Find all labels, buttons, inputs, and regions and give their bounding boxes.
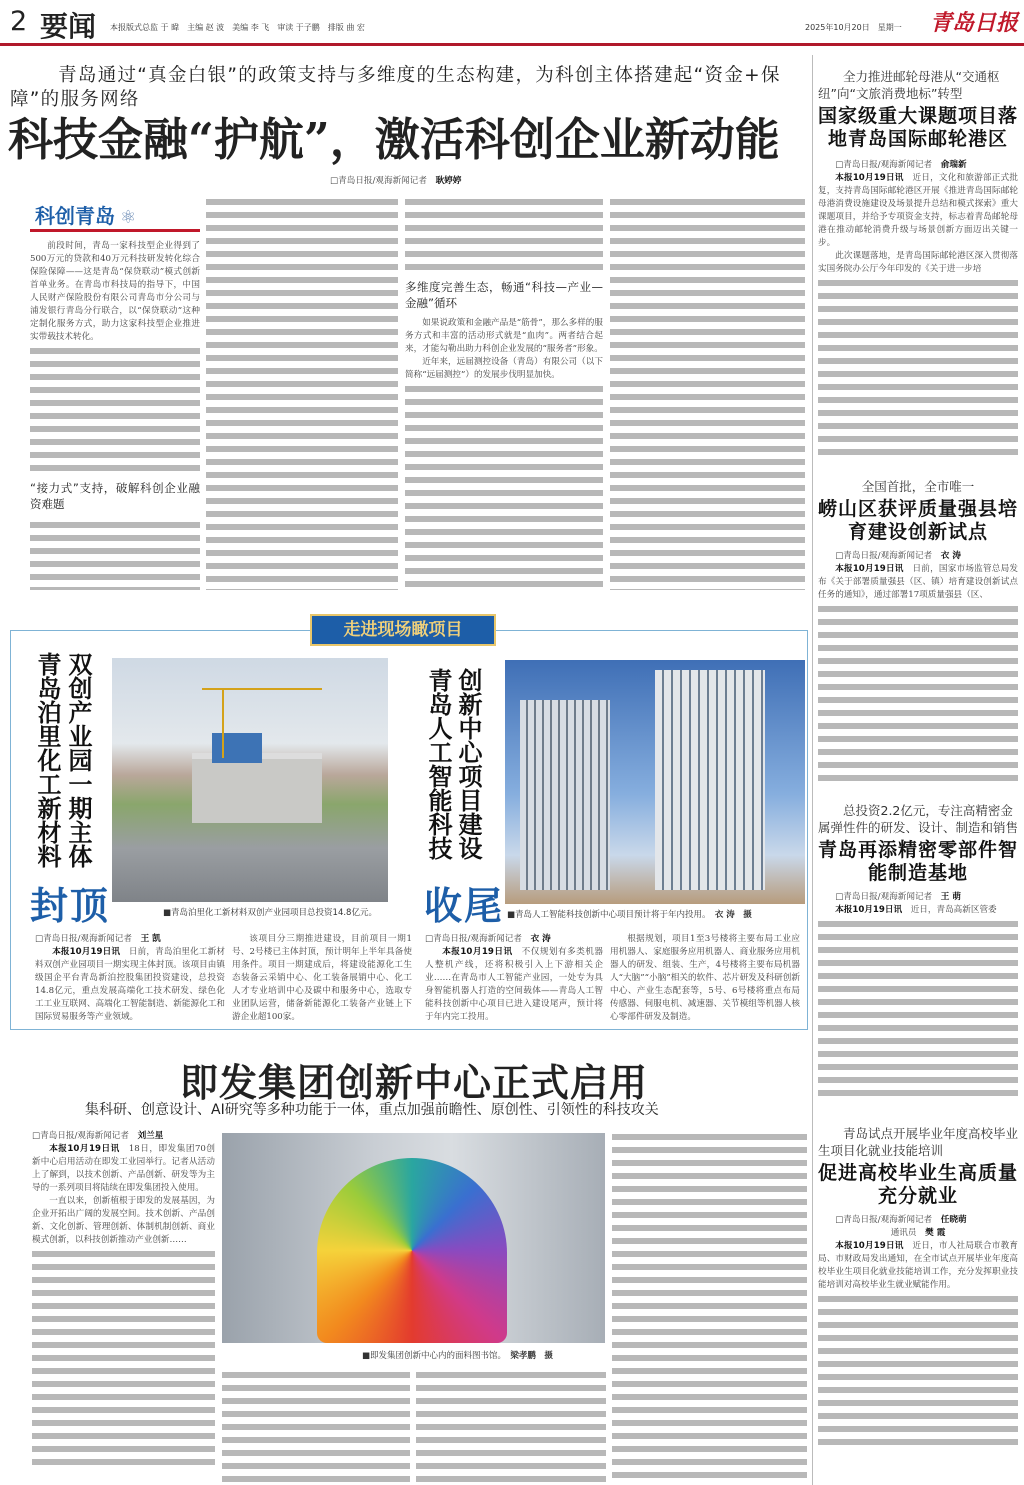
article-kicker: 青岛试点开展毕业年度高校毕业生项目化就业技能培训 [818, 1126, 1019, 1158]
paragraph-text: 日前，国家市场监管总局发布《关于部署质量强县（区、镇）培育建设创新试点任务的通知》，通过部署17项质量强县（区、 [818, 564, 1018, 600]
bottom-col-1 [32, 1130, 215, 1485]
bottom-photo-caption [362, 1349, 553, 1361]
left-photo-caption: ■青岛泊里化工新材料双创产业园项目总投资14.8亿元。 [163, 908, 377, 918]
photo-credit: 衣 涛 摄 [714, 910, 752, 920]
lead-col-3 [405, 195, 603, 590]
article-headline: 青岛再添精密零部件智能制造基地 [818, 839, 1019, 884]
crane [222, 688, 224, 758]
fabric-library-photo [222, 1133, 605, 1343]
paragraph: 如果说政策和金融产品是“筋骨”，那么多样的服务方式和丰富的活动形式就是“血肉”。两者结合起来，才能勾勒出助力科创企业发展的“服务者”形象。 [405, 318, 603, 354]
atom-icon: ⚛ [120, 207, 137, 228]
left-body-1 [35, 933, 225, 1024]
paragraph-text: 18日，即发集团70创新中心启用活动在即发工业园举行。记者从活动上了解到，以技术创新、产品创新、研发等为主导的一系列项目将陆续在即发集团投入使用。 [32, 1144, 215, 1193]
page-header [0, 0, 1024, 46]
right-body-1 [425, 933, 603, 1024]
paragraph [425, 946, 603, 1024]
feature-banner-text: 走进现场瞰项目 [343, 620, 463, 640]
sidebar-article-3 [818, 802, 1018, 1097]
paragraph-text: 不仅规划有多类机器人整机产线，还将积极引入上下游相关企业……在青岛市人工智能产业园，一处专为具身智能机器人打造的空间载体——青岛人工智能科技创新中心项目已进入建设尾声，预计将于年内完工投用。 [425, 947, 603, 1022]
byline-source: □青岛日报/观海新闻记者 [32, 1131, 129, 1141]
staff-credits: 本报版式总监 于 暐 主编 赵 波 美编 李 飞 审读 于子鹏 排版 曲 宏 [110, 23, 365, 32]
ai-center-photo [505, 660, 805, 904]
paragraph-text: 日前，青岛泊里化工新材料双创产业园项目一期实现主体封顶。该项目由镇级国企平台青岛新泊控股集团投资建设，总投资14.8亿元，重点发展高端化工技术研发、绿色化工工业互联网、高端化工智能制造、新能源化工和国际贸易服务等产业领域。 [35, 947, 225, 1022]
lead-col-1 [30, 240, 200, 590]
sidebar-divider [812, 55, 813, 1485]
dateline: 本报10月19日讯 [835, 905, 903, 915]
bottom-col-3 [416, 1368, 606, 1483]
dateline: 本报10月19日讯 [52, 947, 121, 957]
right-photo-caption [507, 908, 752, 920]
byline-source: 通讯员 [890, 1228, 917, 1238]
dateline: 本报10月19日讯 [835, 173, 904, 183]
paragraph [818, 904, 1018, 917]
construction-photo [112, 658, 388, 902]
bottom-subheadline: 集科研、创意设计、AI研究等多种功能于一体，重点加强前瞻性、原创性、引领性的科技攻关 [85, 1102, 659, 1118]
bottom-headline: 即发集团创新中心正式启用 [180, 1060, 649, 1105]
page-number: 2 [10, 6, 28, 37]
byline-source: □青岛日报/观海新闻记者 [425, 934, 522, 944]
byline-author: 衣 涛 [530, 934, 551, 944]
right-title-big: 收尾 [424, 883, 505, 928]
paragraph [818, 172, 1018, 250]
masthead-logo: 青岛日报 [930, 10, 1019, 36]
paragraph: 该项目分三期推进建设，目前项目一期1号、2号楼已主体封顶，预计明年上半年具备使用条件。项目一期建成后，将建设能源化工生态装备云采销中心、化工装备展销中心、化工人才专业培训中心及碳中和服务中心，选取专业团队运营，储备新能源化工装备产业链上下游企业超100家。 [232, 934, 412, 1022]
article-kicker: 总投资2.2亿元，专注高精密金属弹性件的研发、设计、制造和销售 [818, 803, 1019, 835]
byline-author: 任晓萌 [940, 1215, 967, 1225]
dateline: 本报10月19日讯 [49, 1144, 120, 1154]
article-kicker: 全国首批，全市唯一 [861, 479, 975, 494]
paragraph-text: 近日，市人社局联合市教育局、市财政局发出通知，在全市试点开展毕业年度高校毕业生项目化就业技能培训工作，充分发挥职业技能培训对高校毕业生就业赋能作用。 [818, 1241, 1018, 1290]
section-name: 要闻 [40, 10, 97, 43]
crane-arm [202, 688, 322, 690]
byline-source: □青岛日报/观海新闻记者 [835, 551, 933, 561]
column-logo-text: 科创青岛 [35, 204, 115, 228]
paragraph-text: 近日，文化和旅游部正式批复，支持青岛国际邮轮港区开展《推进青岛国际邮轮母港消费设施建设及场景提升总结和模式探索》重大课题项目，并给予专项资金支持，标志着青岛邮轮母港在推动邮轮消费升级与场景创新方面迈出关键一步。 [818, 173, 1018, 248]
byline-author: 王 萌 [940, 892, 961, 902]
lead-byline [330, 174, 461, 186]
lead-col-2 [206, 195, 398, 590]
lead-subhead-2: 多维度完善生态，畅通“科技—产业—金融”循环 [405, 280, 603, 310]
paragraph: 一直以来，创新植根于即发的发展基因，为企业开拓出广阔的发展空间。技术创新、产品创新、文化创新、管理创新、体制机制创新、商业模式创新，以科技创新推动产业创新…… [32, 1196, 215, 1245]
issue-date: 2025年10月20日 星期一 [805, 23, 902, 32]
lead-headline: 科技金融“护航”，激活科创企业新动能 [8, 113, 780, 166]
byline-source: □青岛日报/观海新闻记者 [35, 934, 132, 944]
article-headline: 促进高校毕业生高质量充分就业 [818, 1162, 1019, 1207]
tower-left [520, 700, 610, 890]
article-headline: 崂山区获评质量强县培育建设创新试点 [818, 498, 1019, 543]
left-body-2 [232, 933, 412, 1024]
sidebar-article-2 [818, 478, 1018, 782]
sidebar-article-4 [818, 1125, 1018, 1452]
sidebar-article-1 [818, 68, 1018, 456]
byline-author: 王 凯 [140, 934, 161, 944]
bottom-col-4 [612, 1130, 807, 1483]
right-title-line1: 创新中心项目建设 [454, 668, 483, 860]
right-body-2 [610, 933, 800, 1024]
paragraph: 此次课题落地，是青岛国际邮轮港区深入贯彻落实国务院办公厅今年印发的《关于进一步培 [818, 251, 1018, 274]
byline-author: 俞瑞新 [940, 160, 967, 170]
dateline: 本报10月19日讯 [835, 564, 904, 574]
article-headline: 国家级重大课题项目落地青岛国际邮轮港区 [818, 105, 1019, 150]
caption-text: ■青岛人工智能科技创新中心项目预计将于年内投用。 [507, 910, 707, 920]
paragraph [32, 1143, 215, 1195]
article-kicker: 全力推进邮轮母港从“交通枢纽”向“文旅消费地标”转型 [818, 69, 1000, 101]
byline-source: □青岛日报/观海新闻记者 [835, 892, 933, 902]
building-blue-block [212, 733, 262, 763]
byline-source: □青岛日报/观海新闻记者 [835, 160, 933, 170]
lead-col-4 [610, 195, 805, 590]
dateline: 本报10月19日讯 [442, 947, 513, 957]
paragraph: 根据规划，项目1至3号楼将主要布局工业应用机器人、家庭服务应用机器人、商业服务应用机器人的研发、组装、生产，4号楼将主要布局机器人“大脑”“小脑”相关的软件、芯片研发及科研创新中心、产业生态配套等，5号、6号楼将重点布局传感器、伺服电机、减速器、关节模组等机器人核心零部件研发及制造。 [610, 934, 800, 1022]
lead-subhead-1: “接力式”支持，破解科创企业融资难题 [30, 481, 200, 511]
lead-kicker: 青岛通过“真金白银”的政策支持与多维度的生态构建，为科创主体搭建起“资金+保障”的服务网络 [10, 65, 781, 110]
dateline: 本报10月19日讯 [835, 1241, 904, 1251]
bottom-col-2 [222, 1368, 410, 1483]
paragraph [818, 1240, 1018, 1292]
byline-author: 刘兰星 [137, 1131, 164, 1141]
byline-author: 樊 霞 [925, 1228, 946, 1238]
byline-source: □青岛日报/观海新闻记者 [835, 1215, 933, 1225]
right-title-line2: 青岛人工智能科技 [424, 668, 453, 860]
photo-credit: 梁孝鹏 摄 [510, 1351, 553, 1361]
paragraph: 前段时间，青岛一家科技型企业得到了500万元的贷款和40万元科技研发转化综合保险保障——这是青岛“保贷联动”模式创新首单业务。在青岛市科技局的指导下，中国人民财产保险股份有限公司青岛市分公司与浦发银行青岛分行联合，以“保贷联动”这种定制化服务方式，助力这家科技型企业推进实带载技术转化。 [30, 241, 200, 342]
tower-right [655, 670, 765, 890]
paragraph [818, 563, 1018, 602]
left-title-line2: 青岛泊里化工新材料 [33, 652, 62, 868]
column-logo [30, 200, 200, 232]
byline-author: 耿婷婷 [435, 176, 462, 186]
paragraph-text: 近日，青岛高新区管委 [910, 905, 997, 915]
byline-source: □青岛日报/观海新闻记者 [330, 176, 427, 186]
paragraph: 近年来，远届测控设备（青岛）有限公司（以下简称“远届测控”）的发展步伐明显加快。 [405, 357, 603, 380]
left-title-big: 封顶 [30, 883, 111, 928]
left-title-line1: 双创产业园一期主体 [64, 652, 93, 868]
caption-text: ■即发集团创新中心内的面料图书馆。 [362, 1351, 502, 1361]
byline-author: 衣 涛 [940, 551, 961, 561]
fabric-tower [317, 1158, 507, 1343]
paragraph [35, 946, 225, 1024]
building-shape [192, 753, 322, 823]
feature-banner [310, 614, 496, 646]
